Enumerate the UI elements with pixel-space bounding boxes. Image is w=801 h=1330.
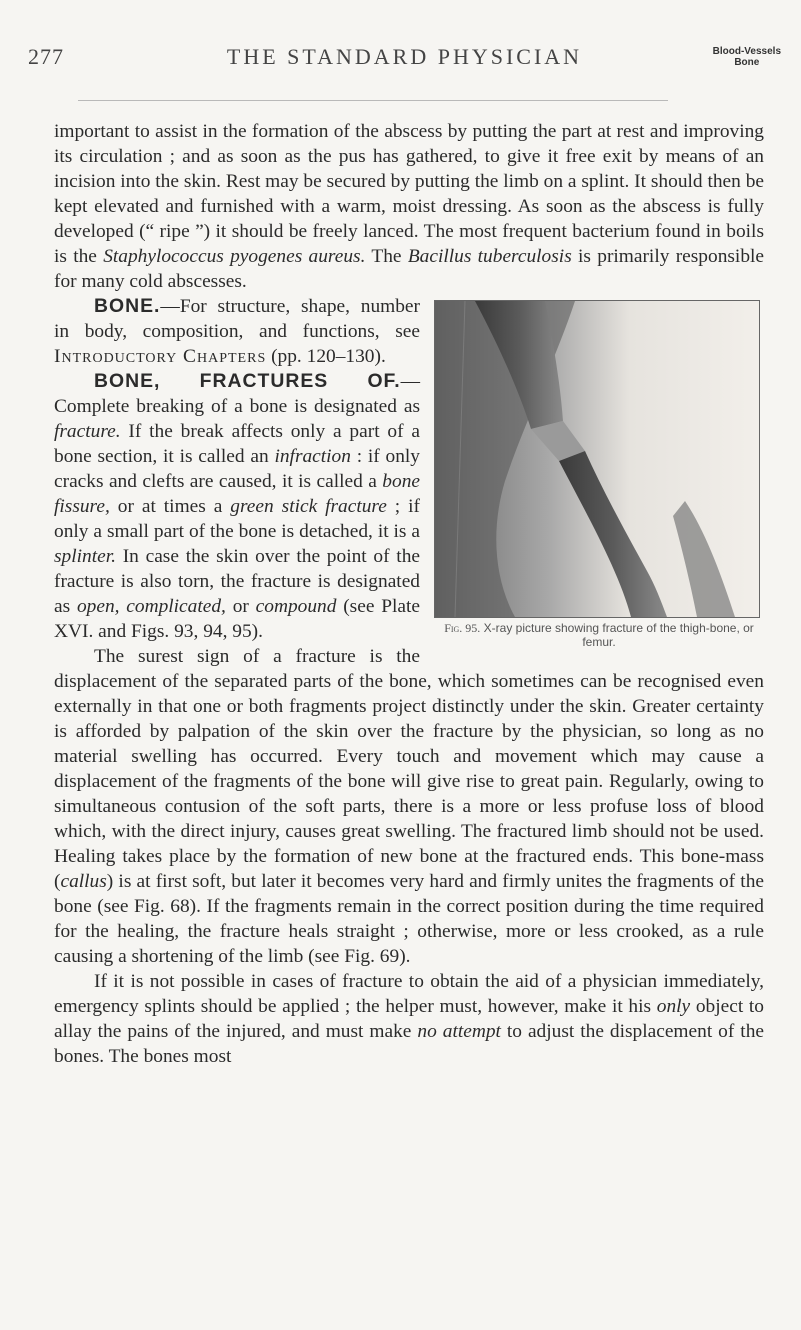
figure-label: Fig. 95. [444,621,481,635]
page-header [28,44,781,100]
paragraph-signs: The surest sign of a fracture is the displacement of the separated parts of the bone, which sometimes can be recognised even externally in that one or both fragments project distinctly under the skin. Greater certainty is afforded by palpation of the skin over the fracture by the physician, so long as no material swelling has occurred. Every touch and movement which may cause a displacement of the fragments of the bone will give rise to great pain. Regularly, owing to simultaneous contusion of the soft parts, there is a more or less profuse loss of blood which, with the direct injury, causes great swelling. The fractured limb should not be used. Healing takes place by the formation of new bone at the fractured ends. This bone-mass (callus) is at first soft, but later it becomes very hard and firmly unites the fragments of the bone (see Fig. 68). If the fragments remain in the correct position during the time required for the healing, the fracture heals straight ; otherwise, more or less crooked, as a rule causing a shortening of the limb (see Fig. 69). [54,646,764,967]
paragraph-bone: BONE.—For structure, shape, number in body, composition, and functions, see Introductory Chapters (pp. 120–130). [54,295,420,367]
section-tag-line1: Blood-Vessels [712,46,781,57]
page-number: 277 [28,44,64,69]
entry-heading-fractures: BONE, FRACTURES OF. [94,370,401,392]
xray-femur-icon [435,301,759,617]
body-text [54,119,764,1069]
section-tag [713,46,781,68]
paragraph-emergency: If it is not possible in cases of fracture to obtain the aid of a physician immediately, emergency splints should be applied ; the helper must, however, make it his only object to allay the pains of the injured, and must make no attempt to adjust the displacement of the bones. The bones most [54,971,764,1067]
entry-heading-bone: BONE. [94,295,161,317]
xray-image [434,300,760,618]
header-rule [78,100,668,101]
paragraph-fractures: BONE, FRACTURES OF.—Complete breaking of a bone is designated as fracture. If the break affects only a part of a bone section, it is called an infraction : if only cracks and clefts are caused, it is called a bone fissure, or at times a green stick fracture ; if only a small part of the bone is detached, it is a splinter. In case the skin over the point of the fracture is also torn, the fracture is designated as open, complicated, or compound (see Plate XVI. and Figs. 93, 94, 95). [54,370,421,642]
figure-caption-text: X-ray picture showing fracture of the thigh-bone, or femur. [483,621,754,649]
paragraph-abscess: important to assist in the formation of the abscess by putting the part at rest and improving its circulation ; and as soon as the pus has gathered, to give it free exit by means of an incision into the skin. Rest may be secured by putting the limb on a splint. It should then be kept elevated and furnished with a warm, moist dressing. As soon as the abscess is fully developed (“ ripe ”) it should be freely lanced. The most frequent bacterium found in boils is the Staphylococcus pyogenes aureus. The Bacillus tuberculosis is primarily responsible for many cold abscesses. [54,121,765,292]
figure-caption [434,621,764,649]
figure-95 [434,300,764,649]
section-tag-line2: Bone [734,57,760,68]
running-title: THE STANDARD PHYSICIAN [226,44,583,69]
